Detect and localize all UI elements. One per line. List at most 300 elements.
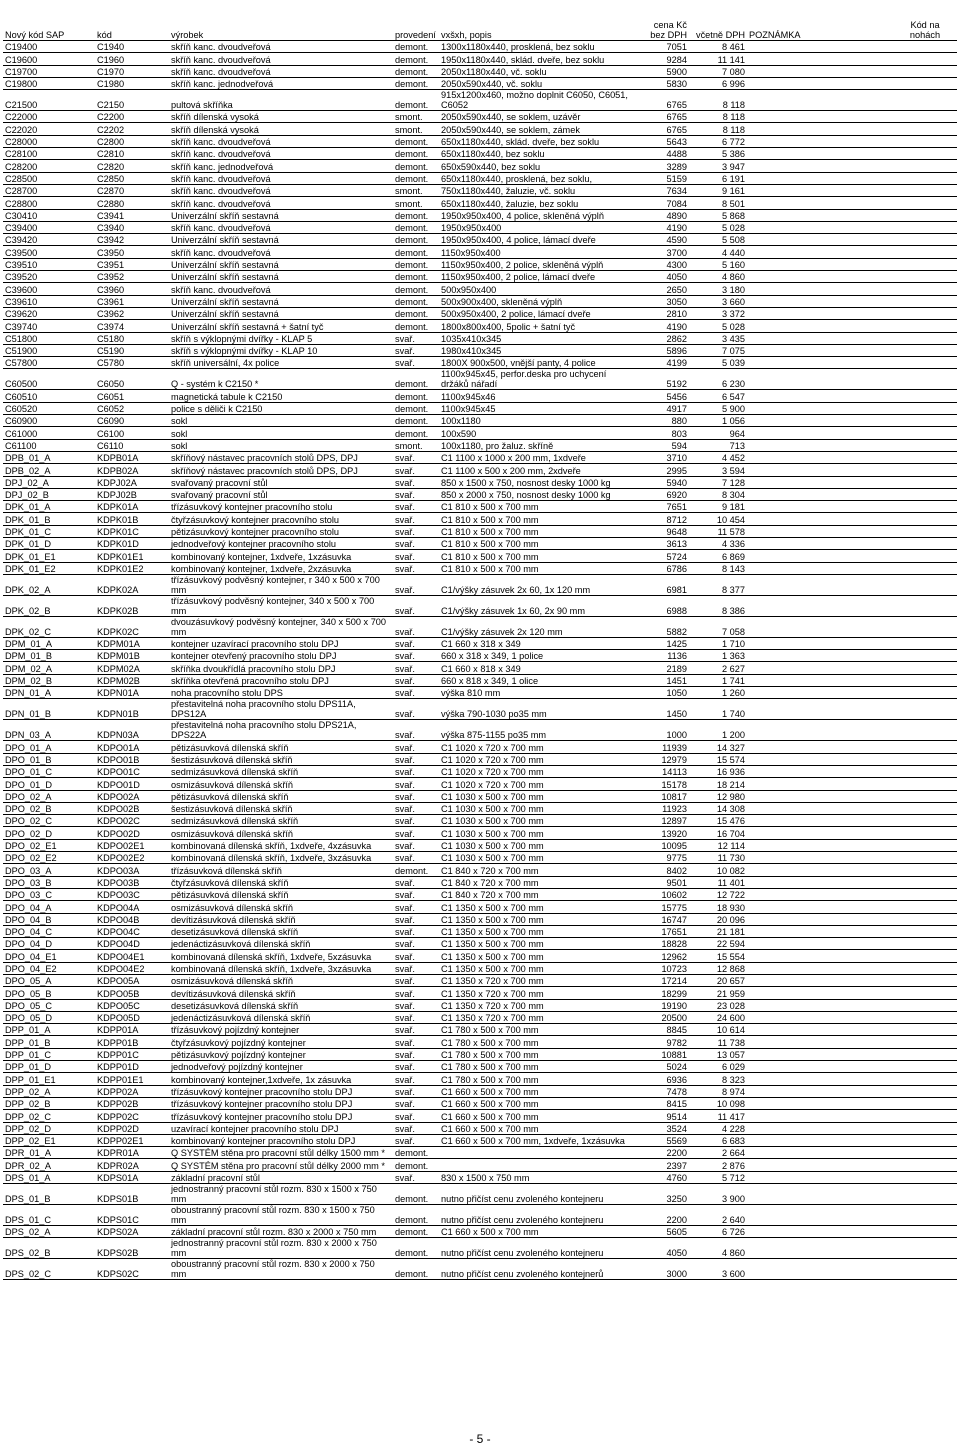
cell-poznamka [747, 913, 893, 925]
cell-vxsxh: 1150x950x400, 2 police, skleněná výplň [439, 258, 637, 270]
cell-cena: 8845 [637, 1024, 689, 1036]
table-row [3, 258, 957, 270]
cell-cena: 5159 [637, 172, 689, 184]
cell-vxsxh: C1 1350 x 720 x 700 mm [439, 999, 637, 1011]
cell-poznamka [747, 975, 893, 987]
cell-cena: 5940 [637, 476, 689, 488]
cell-provedeni: smont. [393, 123, 439, 135]
table-row [3, 476, 957, 488]
cell-vxsxh: 2050x590x440, vč. soklu [439, 77, 637, 89]
cell-provedeni: demont. [393, 1147, 439, 1159]
cell-kod-na-nohach [893, 77, 957, 89]
cell-kod-na-nohach [893, 1036, 957, 1048]
cell-kod-na-nohach [893, 537, 957, 549]
cell-poznamka [747, 888, 893, 900]
cell-vcetne-dph: 1 200 [689, 720, 747, 741]
cell-vcetne-dph: 6 191 [689, 172, 747, 184]
cell-kod: C6052 [95, 402, 169, 414]
cell-vyrobek: jednostranný pracovní stůl rozm. 830 x 2000 x 750 mm [169, 1238, 393, 1259]
cell-vyrobek: skříňový nástavec pracovních stolů DPS, DPJ [169, 451, 393, 463]
cell-cena: 3000 [637, 1259, 689, 1280]
table-row [3, 852, 957, 864]
cell-poznamka [747, 439, 893, 451]
cell-vyrobek: Univerzální skříň sestavná + šatní tyč [169, 320, 393, 332]
cell-poznamka [747, 852, 893, 864]
cell-kod-na-nohach [893, 148, 957, 160]
table-row [3, 999, 957, 1011]
cell-provedeni: svař. [393, 525, 439, 537]
cell-cena: 5192 [637, 369, 689, 390]
cell-vcetne-dph: 15 554 [689, 950, 747, 962]
cell-vxsxh: C1 1020 x 720 x 700 mm [439, 753, 637, 765]
table-row [3, 901, 957, 913]
cell-vxsxh: 500x950x400, 2 police, lámací dveře [439, 307, 637, 319]
cell-novy-kod: C28700 [3, 184, 95, 196]
cell-vcetne-dph: 22 594 [689, 938, 747, 950]
cell-cena: 8712 [637, 513, 689, 525]
cell-kod: KDPP01E1 [95, 1073, 169, 1085]
cell-kod: C1970 [95, 65, 169, 77]
cell-vxsxh: C1 1100 x 1000 x 200 mm, 1xdveře [439, 451, 637, 463]
cell-vxsxh: výška 875-1155 po35 mm [439, 720, 637, 741]
cell-kod: KDPO01B [95, 753, 169, 765]
cell-vxsxh: C1 1350 x 500 x 700 mm [439, 913, 637, 925]
cell-provedeni: svař. [393, 950, 439, 962]
cell-novy-kod: DPO_01_B [3, 753, 95, 765]
cell-kod-na-nohach [893, 595, 957, 616]
cell-vxsxh: nutno přičíst cenu zvoleného kontejneru [439, 1184, 637, 1205]
cell-provedeni: svař. [393, 720, 439, 741]
cell-poznamka [747, 464, 893, 476]
cell-kod-na-nohach [893, 1259, 957, 1280]
cell-vyrobek: třízásuvkový podvěsný kontejner, r 340 x 500 x 700 mm [169, 574, 393, 595]
cell-cena: 4488 [637, 148, 689, 160]
cell-cena: 18299 [637, 987, 689, 999]
cell-vyrobek: skříň kanc. dvoudveřová [169, 221, 393, 233]
cell-poznamka [747, 221, 893, 233]
cell-vcetne-dph: 11 730 [689, 852, 747, 864]
cell-kod: KDPK01E2 [95, 562, 169, 574]
cell-vyrobek: uzavírací kontejner pracovního stolu DPJ [169, 1122, 393, 1134]
cell-kod-na-nohach [893, 1097, 957, 1109]
cell-novy-kod: DPM_01_A [3, 637, 95, 649]
cell-provedeni: demont. [393, 160, 439, 172]
cell-kod-na-nohach [893, 390, 957, 402]
cell-kod: C2150 [95, 90, 169, 111]
cell-poznamka [747, 111, 893, 123]
cell-vxsxh: C1 1020 x 720 x 700 mm [439, 741, 637, 753]
cell-poznamka [747, 160, 893, 172]
cell-provedeni: svař. [393, 790, 439, 802]
cell-kod-na-nohach [893, 1085, 957, 1097]
cell-kod-na-nohach [893, 184, 957, 196]
cell-poznamka [747, 369, 893, 390]
cell-cena: 10723 [637, 962, 689, 974]
cell-poznamka [747, 344, 893, 356]
cell-kod: KDPP01C [95, 1048, 169, 1060]
cell-vyrobek: skříň kanc. jednodveřová [169, 160, 393, 172]
cell-provedeni: svař. [393, 962, 439, 974]
cell-provedeni: svař. [393, 876, 439, 888]
table-row [3, 1171, 957, 1183]
cell-vxsxh: 1300x1180x440, prosklená, bez soklu [439, 41, 637, 53]
cell-provedeni: svař. [393, 778, 439, 790]
cell-novy-kod: DPO_02_C [3, 815, 95, 827]
cell-vxsxh: C1 810 x 500 x 700 mm [439, 501, 637, 513]
cell-cena: 7478 [637, 1085, 689, 1097]
cell-vxsxh: výška 810 mm [439, 687, 637, 699]
cell-kod-na-nohach [893, 1226, 957, 1238]
cell-kod-na-nohach [893, 1122, 957, 1134]
cell-poznamka [747, 148, 893, 160]
cell-vyrobek: kontejner uzavírací pracovního stolu DPJ [169, 637, 393, 649]
cell-novy-kod: C22020 [3, 123, 95, 135]
cell-vcetne-dph: 5 868 [689, 209, 747, 221]
cell-vyrobek: třízásuvkový pojízdný kontejner [169, 1024, 393, 1036]
cell-kod-na-nohach [893, 876, 957, 888]
cell-kod-na-nohach [893, 415, 957, 427]
cell-novy-kod: DPP_02_C [3, 1110, 95, 1122]
cell-poznamka [747, 925, 893, 937]
cell-kod-na-nohach [893, 637, 957, 649]
cell-vxsxh: C1 1030 x 500 x 700 mm [439, 802, 637, 814]
cell-kod: C3941 [95, 209, 169, 221]
cell-novy-kod: C39500 [3, 246, 95, 258]
col-header-vcetne-dph: včetně DPH [689, 10, 747, 41]
cell-kod-na-nohach [893, 1024, 957, 1036]
table-row [3, 1238, 957, 1259]
cell-vxsxh: C1/výšky zásuvek 2x 120 mm [439, 616, 637, 637]
cell-vxsxh: 1100x945x45, perfor.deska pro uchycení držáků nářadí [439, 369, 637, 390]
cell-kod-na-nohach [893, 123, 957, 135]
cell-kod: C1940 [95, 41, 169, 53]
cell-novy-kod: C19700 [3, 65, 95, 77]
cell-novy-kod: DPM_02_B [3, 674, 95, 686]
cell-cena: 2862 [637, 332, 689, 344]
cell-vyrobek: skříň s výklopnými dvířky - KLAP 10 [169, 344, 393, 356]
cell-cena: 4050 [637, 1238, 689, 1259]
cell-kod: C2870 [95, 184, 169, 196]
cell-poznamka [747, 699, 893, 720]
cell-novy-kod: DPP_02_E1 [3, 1134, 95, 1146]
cell-poznamka [747, 1097, 893, 1109]
cell-vyrobek: kontejner otevřený pracovního stolu DPJ [169, 650, 393, 662]
cell-vyrobek: osmizásuvková dílenská skříň [169, 975, 393, 987]
cell-vyrobek: Univerzální skříň sestavná [169, 209, 393, 221]
cell-cena: 12979 [637, 753, 689, 765]
cell-cena: 3289 [637, 160, 689, 172]
table-row [3, 741, 957, 753]
cell-provedeni: svař. [393, 1061, 439, 1073]
cell-kod: KDPS02A [95, 1226, 169, 1238]
cell-provedeni: svař. [393, 1085, 439, 1097]
cell-vyrobek: skříň dílenská vysoká [169, 111, 393, 123]
cell-vxsxh: C1 660 x 500 x 700 mm [439, 1226, 637, 1238]
cell-vxsxh: 100x590 [439, 427, 637, 439]
cell-vcetne-dph: 8 461 [689, 41, 747, 53]
table-body [3, 41, 957, 1280]
cell-vyrobek: pětizásuvkový pojízdný kontejner [169, 1048, 393, 1060]
cell-cena: 4199 [637, 357, 689, 369]
cell-provedeni: svař. [393, 839, 439, 851]
cell-vcetne-dph: 964 [689, 427, 747, 439]
table-row [3, 41, 957, 53]
cell-kod: KDPP01A [95, 1024, 169, 1036]
cell-novy-kod: C39400 [3, 221, 95, 233]
cell-vcetne-dph: 21 959 [689, 987, 747, 999]
cell-cena: 9775 [637, 852, 689, 864]
cell-vcetne-dph: 12 868 [689, 962, 747, 974]
cell-provedeni: svař. [393, 852, 439, 864]
cell-kod: KDPM02B [95, 674, 169, 686]
cell-vxsxh: C1 1350 x 500 x 700 mm [439, 925, 637, 937]
cell-cena: 10881 [637, 1048, 689, 1060]
cell-provedeni: svař. [393, 987, 439, 999]
cell-cena: 6981 [637, 574, 689, 595]
cell-vcetne-dph: 14 308 [689, 802, 747, 814]
cell-novy-kod: DPO_04_E2 [3, 962, 95, 974]
table-row [3, 975, 957, 987]
cell-vcetne-dph: 11 417 [689, 1110, 747, 1122]
cell-vxsxh: C1 660 x 500 x 700 mm [439, 1097, 637, 1109]
cell-provedeni: demont. [393, 209, 439, 221]
table-row [3, 488, 957, 500]
cell-poznamka [747, 1147, 893, 1159]
page-number: - 5 - [469, 1432, 491, 1446]
cell-kod: KDPB02A [95, 464, 169, 476]
cell-cena: 6765 [637, 111, 689, 123]
cell-vxsxh: 850 x 2000 x 750, nosnost desky 1000 kg [439, 488, 637, 500]
cell-kod: KDPO04A [95, 901, 169, 913]
cell-provedeni: svař. [393, 562, 439, 574]
cell-poznamka [747, 950, 893, 962]
cell-poznamka [747, 234, 893, 246]
cell-kod-na-nohach [893, 53, 957, 65]
cell-provedeni: demont. [393, 258, 439, 270]
cell-vyrobek: přestavitelná noha pracovního stolu DPS11A, DPS12A [169, 699, 393, 720]
table-row [3, 562, 957, 574]
cell-vyrobek: čtyřzásuvkový pojízdný kontejner [169, 1036, 393, 1048]
cell-vxsxh: 100x1180, pro žaluz. skříně [439, 439, 637, 451]
cell-cena: 1425 [637, 637, 689, 649]
cell-vcetne-dph: 6 996 [689, 77, 747, 89]
cell-kod-na-nohach [893, 1011, 957, 1023]
cell-vyrobek: svařovaný pracovní stůl [169, 488, 393, 500]
cell-vxsxh: C1 1350 x 720 x 700 mm [439, 975, 637, 987]
cell-poznamka [747, 802, 893, 814]
cell-kod-na-nohach [893, 525, 957, 537]
cell-kod-na-nohach [893, 765, 957, 777]
cell-kod: KDPM01A [95, 637, 169, 649]
cell-vxsxh: C1 840 x 720 x 700 mm [439, 876, 637, 888]
cell-vyrobek: sedmizásuvková dílenská skříň [169, 765, 393, 777]
cell-cena: 3613 [637, 537, 689, 549]
cell-cena: 4890 [637, 209, 689, 221]
cell-provedeni: demont. [393, 41, 439, 53]
cell-kod: KDPO05C [95, 999, 169, 1011]
cell-kod-na-nohach [893, 1048, 957, 1060]
cell-provedeni: demont. [393, 1205, 439, 1226]
cell-provedeni: smont. [393, 439, 439, 451]
cell-novy-kod: DPO_05_D [3, 1011, 95, 1023]
cell-novy-kod: DPK_02_B [3, 595, 95, 616]
cell-vxsxh: 2050x590x440, se soklem, uzávěr [439, 111, 637, 123]
cell-cena: 5900 [637, 65, 689, 77]
cell-vxsxh: nutno přičíst cenu zvoleného kontejneru [439, 1205, 637, 1226]
cell-provedeni: demont. [393, 415, 439, 427]
cell-novy-kod: DPR_01_A [3, 1147, 95, 1159]
cell-kod-na-nohach [893, 550, 957, 562]
cell-kod: KDPS02C [95, 1259, 169, 1280]
cell-novy-kod: C60510 [3, 390, 95, 402]
cell-vxsxh: C1 1350 x 500 x 700 mm [439, 950, 637, 962]
cell-vcetne-dph: 10 098 [689, 1097, 747, 1109]
cell-novy-kod: C19400 [3, 41, 95, 53]
cell-poznamka [747, 320, 893, 332]
cell-kod-na-nohach [893, 925, 957, 937]
cell-vyrobek: skříň kanc. dvoudveřová [169, 246, 393, 258]
table-row [3, 1184, 957, 1205]
cell-cena: 11923 [637, 802, 689, 814]
table-row [3, 778, 957, 790]
table-row [3, 1226, 957, 1238]
cell-novy-kod: C51900 [3, 344, 95, 356]
cell-poznamka [747, 1226, 893, 1238]
cell-vyrobek: jedenáctizásuvková dílenská skříň [169, 1011, 393, 1023]
cell-novy-kod: DPO_02_A [3, 790, 95, 802]
cell-vxsxh: C1 1030 x 500 x 700 mm [439, 815, 637, 827]
cell-poznamka [747, 427, 893, 439]
cell-kod: KDPO03C [95, 888, 169, 900]
cell-kod: KDPK01C [95, 525, 169, 537]
cell-novy-kod: DPS_02_A [3, 1226, 95, 1238]
table-row [3, 1134, 957, 1146]
cell-vcetne-dph: 5 028 [689, 320, 747, 332]
cell-vxsxh: C1 810 x 500 x 700 mm [439, 550, 637, 562]
cell-cena: 6765 [637, 123, 689, 135]
cell-vcetne-dph: 20 657 [689, 975, 747, 987]
cell-vxsxh: C1 840 x 720 x 700 mm [439, 864, 637, 876]
cell-kod: KDPP02B [95, 1097, 169, 1109]
cell-vyrobek: skříň kanc. dvoudveřová [169, 53, 393, 65]
cell-poznamka [747, 1110, 893, 1122]
cell-novy-kod: DPO_02_B [3, 802, 95, 814]
cell-provedeni: demont. [393, 283, 439, 295]
cell-provedeni: smont. [393, 111, 439, 123]
cell-kod-na-nohach [893, 427, 957, 439]
table-row [3, 876, 957, 888]
cell-provedeni: svař. [393, 1048, 439, 1060]
cell-kod-na-nohach [893, 160, 957, 172]
cell-vcetne-dph: 3 600 [689, 1259, 747, 1280]
cell-poznamka [747, 451, 893, 463]
table-row [3, 950, 957, 962]
cell-kod: C2820 [95, 160, 169, 172]
cell-cena: 19190 [637, 999, 689, 1011]
cell-provedeni: demont. [393, 77, 439, 89]
cell-cena: 11939 [637, 741, 689, 753]
cell-provedeni: svař. [393, 357, 439, 369]
cell-vxsxh: 1950x1180x440, sklád. dveře, bez soklu [439, 53, 637, 65]
cell-cena: 5643 [637, 135, 689, 147]
cell-vyrobek: šestizásuvková dílenská skříň [169, 802, 393, 814]
cell-vyrobek: svařovaný pracovní stůl [169, 476, 393, 488]
cell-vcetne-dph: 7 058 [689, 616, 747, 637]
cell-kod-na-nohach [893, 357, 957, 369]
cell-poznamka [747, 1122, 893, 1134]
cell-kod: C6090 [95, 415, 169, 427]
cell-cena: 1451 [637, 674, 689, 686]
table-row [3, 790, 957, 802]
cell-kod-na-nohach [893, 1184, 957, 1205]
cell-vcetne-dph: 18 214 [689, 778, 747, 790]
cell-vyrobek: pětizásuvková dílenská skříň [169, 741, 393, 753]
cell-poznamka [747, 1048, 893, 1060]
table-row [3, 1159, 957, 1171]
cell-vyrobek: kombinovaný kontejner pracovního stolu DPJ [169, 1134, 393, 1146]
table-row [3, 888, 957, 900]
cell-kod: C1980 [95, 77, 169, 89]
cell-kod-na-nohach [893, 687, 957, 699]
cell-novy-kod: C60520 [3, 402, 95, 414]
cell-vcetne-dph: 3 660 [689, 295, 747, 307]
cell-vxsxh: C1 1350 x 500 x 700 mm [439, 962, 637, 974]
cell-poznamka [747, 637, 893, 649]
cell-kod: C3961 [95, 295, 169, 307]
cell-vxsxh: C1/výšky zásuvek 1x 60, 2x 90 mm [439, 595, 637, 616]
cell-poznamka [747, 271, 893, 283]
cell-kod-na-nohach [893, 197, 957, 209]
cell-provedeni: svař. [393, 1110, 439, 1122]
cell-provedeni: svař. [393, 537, 439, 549]
cell-kod: C2200 [95, 111, 169, 123]
cell-novy-kod: DPK_01_D [3, 537, 95, 549]
table-row [3, 1036, 957, 1048]
cell-poznamka [747, 390, 893, 402]
cell-vcetne-dph: 2 876 [689, 1159, 747, 1171]
cell-vyrobek: pultová skříňka [169, 90, 393, 111]
table-row [3, 765, 957, 777]
cell-cena: 7051 [637, 41, 689, 53]
cell-kod-na-nohach [893, 1147, 957, 1159]
cell-novy-kod: C39510 [3, 258, 95, 270]
cell-novy-kod: DPM_02_A [3, 662, 95, 674]
cell-poznamka [747, 172, 893, 184]
cell-provedeni: svař. [393, 699, 439, 720]
cell-cena: 15775 [637, 901, 689, 913]
cell-novy-kod: C39610 [3, 295, 95, 307]
cell-kod: KDPO03B [95, 876, 169, 888]
cell-kod-na-nohach [893, 209, 957, 221]
table-row [3, 184, 957, 196]
cell-poznamka [747, 41, 893, 53]
cell-vcetne-dph: 2 664 [689, 1147, 747, 1159]
cell-cena: 5882 [637, 616, 689, 637]
cell-poznamka [747, 790, 893, 802]
cell-kod-na-nohach [893, 574, 957, 595]
table-row [3, 1097, 957, 1109]
cell-poznamka [747, 839, 893, 851]
cell-provedeni: demont. [393, 295, 439, 307]
cell-vxsxh: 1150x950x400, 2 police, lámací dveře [439, 271, 637, 283]
table-row [3, 1024, 957, 1036]
cell-vxsxh: C1 1350 x 500 x 700 mm [439, 938, 637, 950]
cell-kod-na-nohach [893, 295, 957, 307]
cell-vxsxh: C1 810 x 500 x 700 mm [439, 537, 637, 549]
cell-kod-na-nohach [893, 1171, 957, 1183]
cell-vcetne-dph: 6 869 [689, 550, 747, 562]
cell-kod: C2850 [95, 172, 169, 184]
